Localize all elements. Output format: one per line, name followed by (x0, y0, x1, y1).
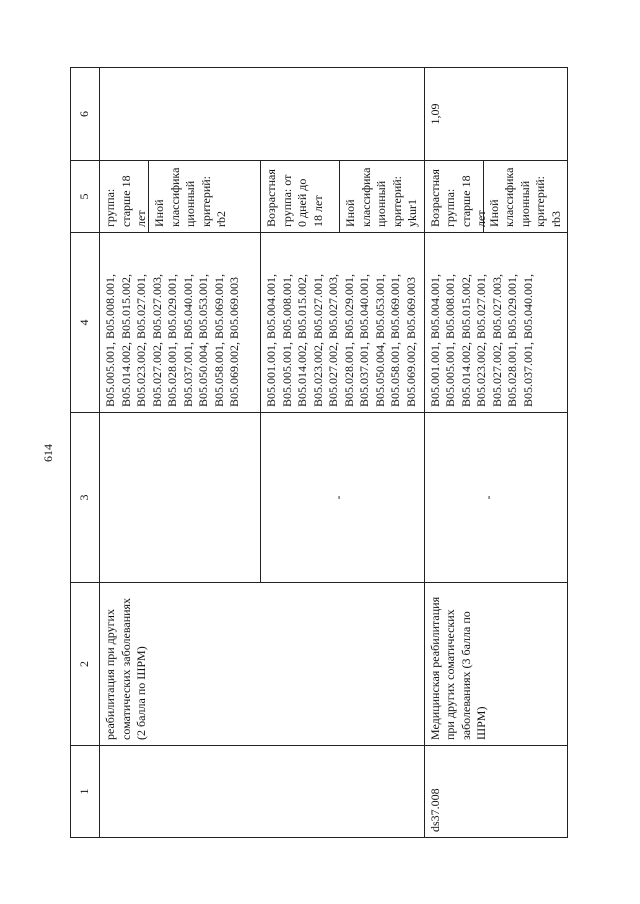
criteria-class: Иной классификационный критерий: ykur1 (343, 167, 419, 227)
criteria-class: Иной классификационный критерий: rb3 (486, 167, 563, 227)
criteria-age: группа: старше 18 лет (100, 161, 149, 232)
header-col-3: 3 (71, 413, 100, 583)
criteria-cell (424, 161, 568, 233)
mkb-cell: - (261, 413, 425, 583)
header-col-5: 5 (71, 161, 100, 233)
criteria-age: Возрастная группа: от 0 дней до 18 лет (261, 161, 340, 232)
criteria-class: Иной классификационный критерий: rb2 (152, 167, 228, 227)
header-col-4: 4 (71, 233, 100, 413)
coef-cell: 1,09 (424, 68, 568, 161)
group-code-cell: ds37.008 (424, 746, 568, 838)
group-name-cell: реабилитация при других соматических заболеваниях (2 балла по ШРМ) (100, 583, 425, 746)
mkb-cell (100, 413, 261, 583)
header-row (71, 68, 100, 838)
group-name-cell: Медицинская реабилитация при других соматических заболеваниях (3 балла по ШРМ) (424, 583, 568, 746)
header-col-2: 2 (71, 583, 100, 746)
services-cell: B05.001.001, B05.004.001, B05.005.001, B05.008.001, B05.014.002, B05.015.002, B05.023.002, B05.027.001, B05.027.002, B05.027.003, B05.028.001, B05.029.001, B05.037.001, B05.040.001, (424, 233, 568, 413)
services-cell: B05.005.001, B05.008.001, B05.014.002, B05.015.002, B05.023.002, B05.027.001, B05.027.002, B05.027.003, B05.028.001, B05.029.001, B05.037.001, B05.040.001, B05.050.004, B05.053.001, B05.058.001, B05.069.001, B05.069.002, B05.069.003 (100, 233, 261, 413)
rotated-table-container (70, 68, 563, 838)
page-number: 614 (41, 444, 55, 462)
criteria-cell (261, 161, 425, 233)
header-col-1: 1 (71, 746, 100, 838)
mkb-cell: - (424, 413, 568, 583)
group-code-cell (100, 746, 425, 838)
criteria-cell (100, 161, 261, 233)
table-row (424, 68, 568, 838)
header-col-6: 6 (71, 68, 100, 161)
tariff-table (70, 67, 568, 838)
criteria-age: Возрастная группа: старше 18 лет (425, 161, 484, 232)
services-cell: B05.001.001, B05.004.001, B05.005.001, B05.008.001, B05.014.002, B05.015.002, B05.023.002, B05.027.001, B05.027.002, B05.027.003, B05.028.001, B05.029.001, B05.037.001, B05.040.001, B05.050.004, B05.053.001, B05.058.001, B05.069.001, B05.069.002, B05.069.003 (261, 233, 425, 413)
table-row (100, 68, 261, 838)
coef-cell (100, 68, 425, 161)
